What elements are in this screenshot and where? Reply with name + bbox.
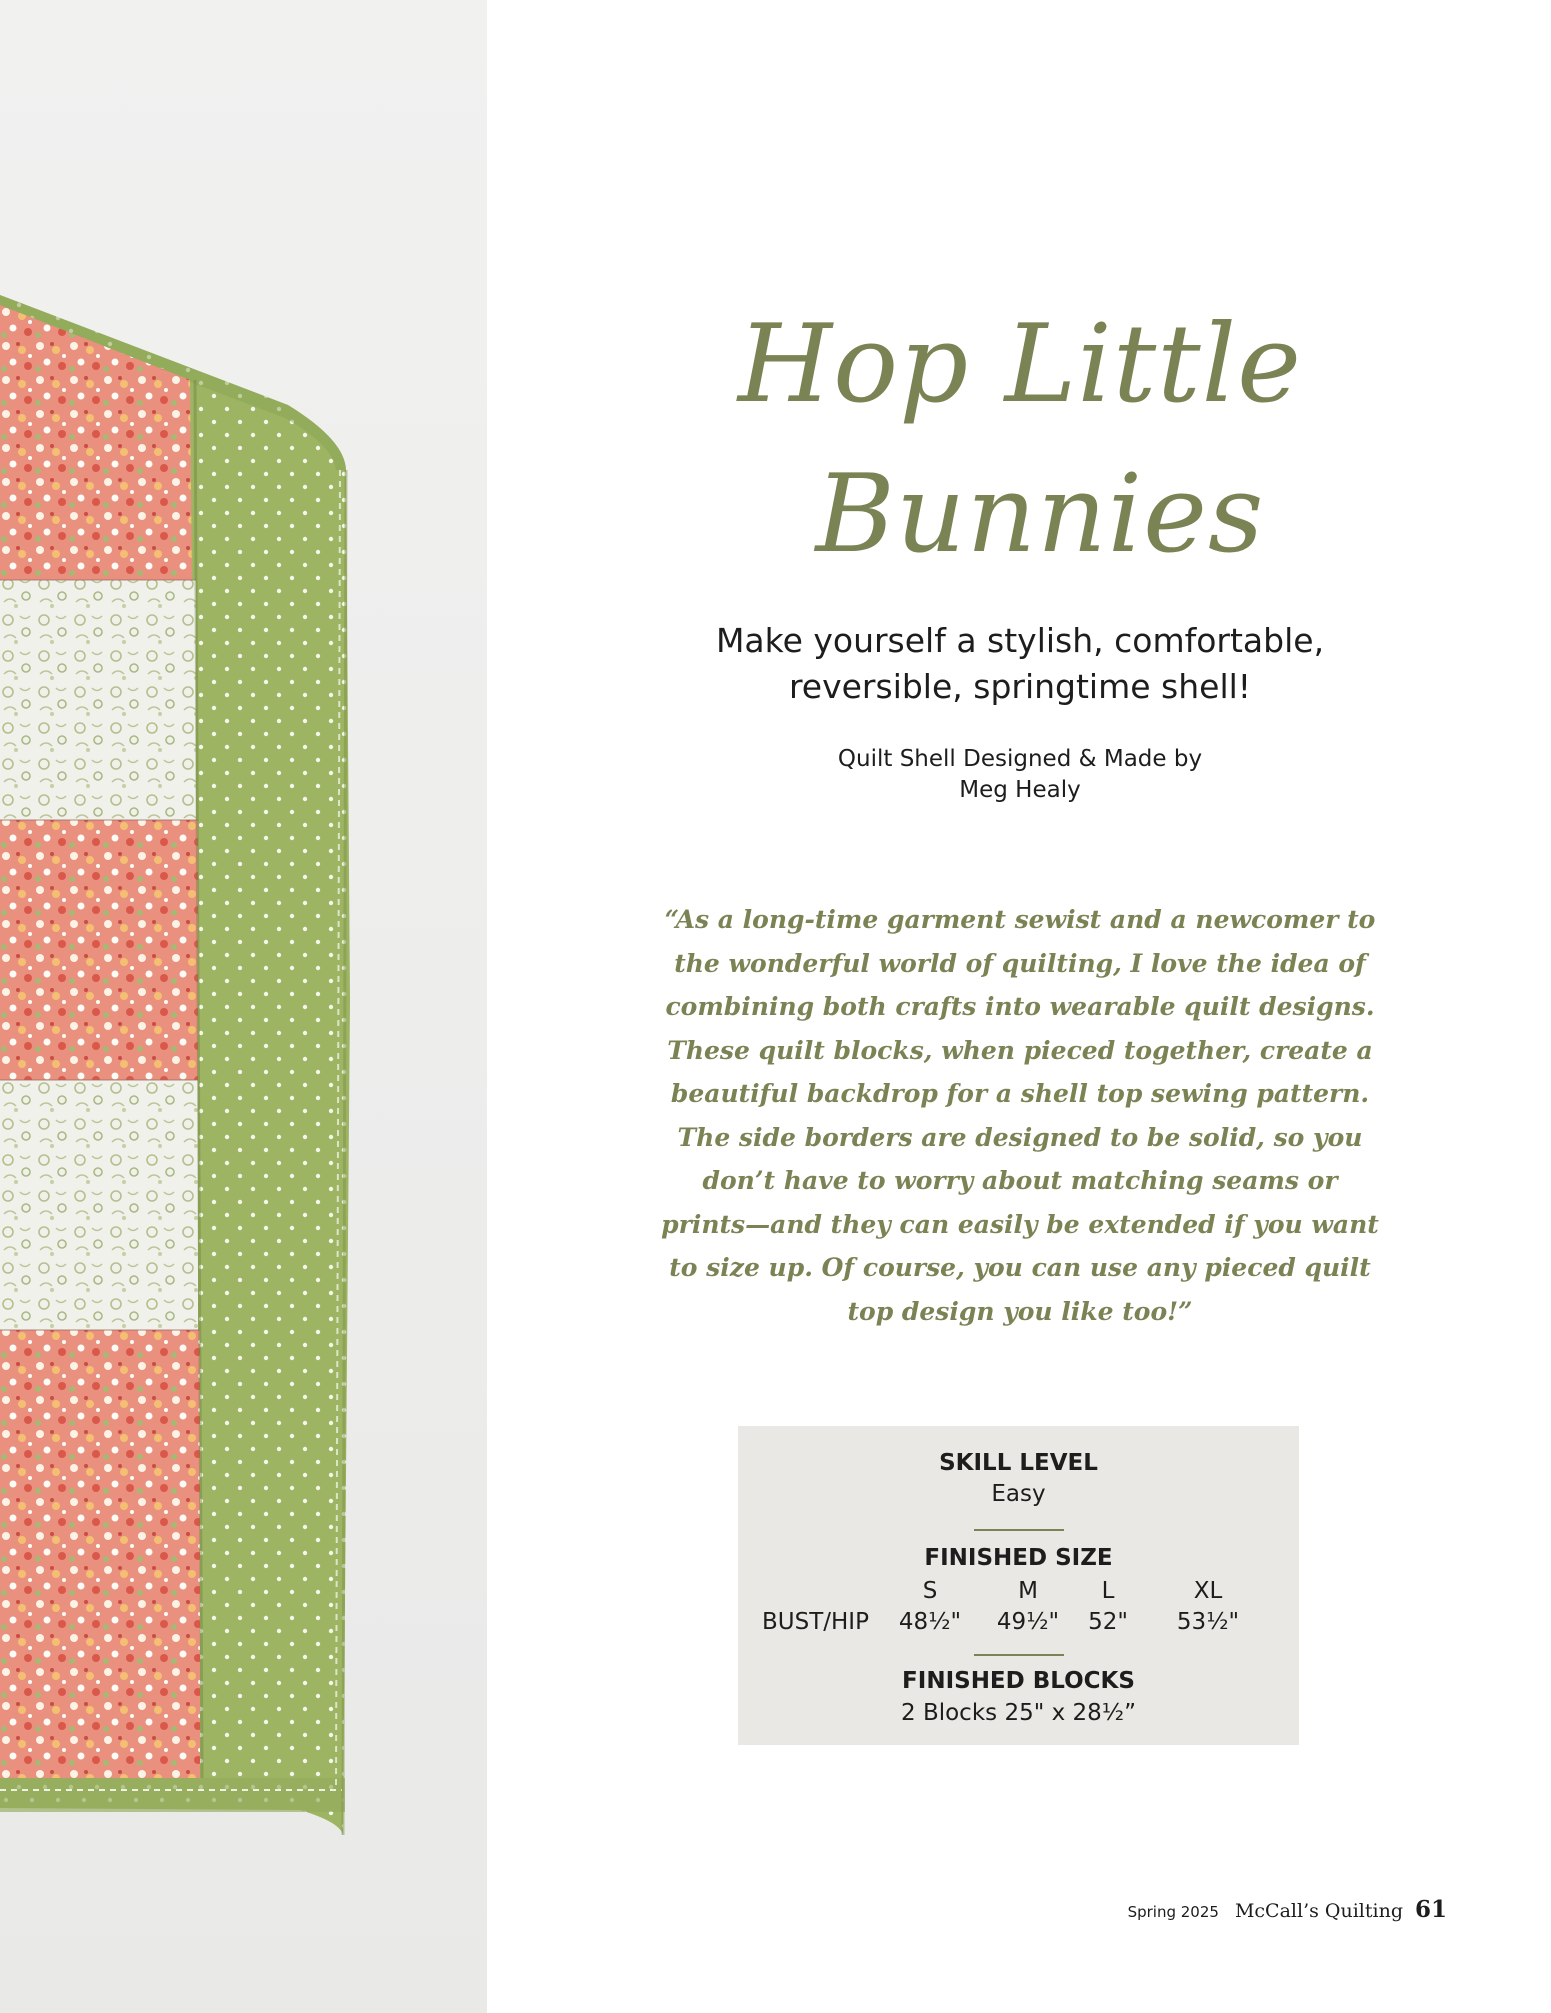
size-label-xl: XL: [1193, 1578, 1223, 1604]
skill-level-heading: SKILL LEVEL: [939, 1450, 1098, 1476]
divider: [974, 1654, 1064, 1656]
quote-line: to size up. Of course, you can use any pieced quilt: [669, 1253, 1371, 1282]
magazine-name: McCall’s Quilting: [1234, 1900, 1403, 1922]
quote-line: beautiful backdrop for a shell top sewing pattern.: [670, 1079, 1370, 1108]
quote-line: don’t have to worry about matching seams or: [702, 1166, 1338, 1195]
size-value-l: 52": [1088, 1609, 1128, 1635]
subtitle: reversible, springtime shell!: [788, 667, 1252, 706]
divider: [974, 1529, 1064, 1531]
quote-line: These quilt blocks, when pieced together, create a: [667, 1035, 1373, 1065]
quote-line: “As a long-time garment sewist and a newcomer to: [664, 905, 1376, 934]
quote-line: combining both crafts into wearable quilt designs.: [665, 992, 1375, 1021]
finished-blocks-value: 2 Blocks 25" x 28½”: [901, 1700, 1136, 1726]
coral-floral-block: [0, 1330, 200, 1778]
subtitle: Make yourself a stylish, comfortable,: [715, 621, 1325, 660]
finished-blocks-heading: FINISHED BLOCKS: [902, 1668, 1135, 1694]
white-floral-block: [0, 580, 196, 820]
size-value-xl: 53½": [1176, 1609, 1240, 1635]
quote-line: prints—and they can easily be extended if you want: [661, 1209, 1379, 1239]
size-value-m: 49½": [996, 1609, 1060, 1635]
page-number: 61: [1414, 1896, 1447, 1923]
designer-credit: Quilt Shell Designed & Made by: [837, 746, 1203, 772]
quilt-photo: [0, 0, 487, 2013]
issue-season: Spring 2025: [1127, 1903, 1219, 1921]
page-footer: [1128, 1896, 1447, 1923]
finished-size-heading: FINISHED SIZE: [924, 1545, 1113, 1571]
size-value-s: 48½": [898, 1609, 962, 1635]
size-label-m: M: [1018, 1578, 1038, 1604]
page-title: Bunnies: [815, 452, 1265, 577]
pattern-info-box: [738, 1426, 1299, 1745]
coral-floral-block: [0, 820, 198, 1080]
designer-quote: [640, 898, 1400, 1333]
designer-name: Meg Healy: [959, 777, 1081, 803]
white-floral-block: [0, 1080, 198, 1330]
skill-level-value: Easy: [991, 1481, 1046, 1507]
page-title: Hop Little: [737, 302, 1303, 427]
coral-floral-block: [0, 305, 192, 580]
quote-line: the wonderful world of quilting, I love the idea of: [674, 948, 1366, 978]
quote-line: The side borders are designed to be solid, so you: [677, 1122, 1363, 1152]
quote-line: top design you like too!”: [847, 1296, 1193, 1326]
size-label-l: L: [1101, 1578, 1115, 1604]
bust-hip-label: BUST/HIP: [762, 1609, 869, 1635]
size-label-s: S: [922, 1578, 938, 1604]
